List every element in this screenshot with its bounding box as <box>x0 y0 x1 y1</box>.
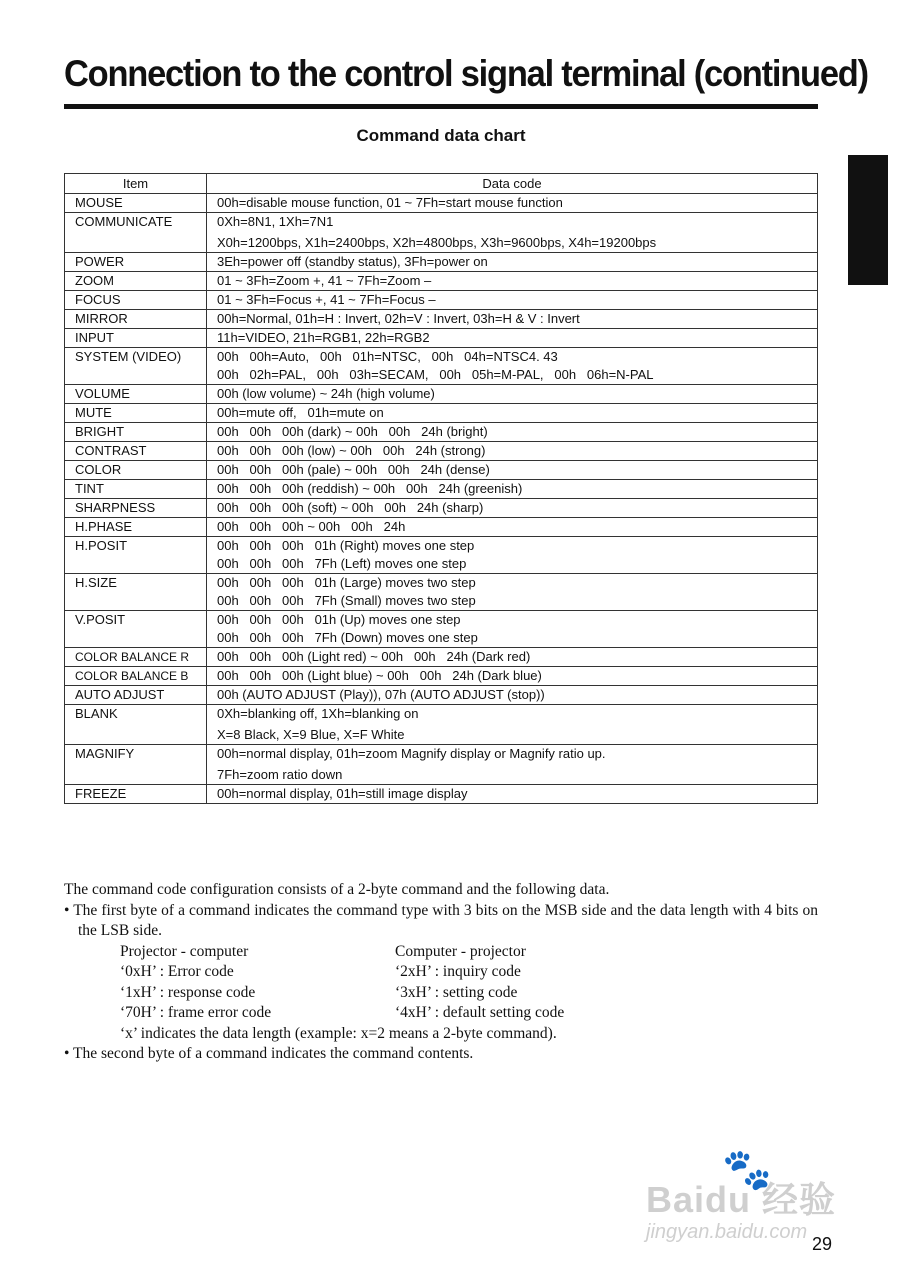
row-data-code <box>207 194 818 213</box>
data-code-line: 00h 00h 00h (low) ~ 00h 00h 24h (strong) <box>217 443 486 458</box>
table-row <box>65 537 818 574</box>
row-data-code <box>207 461 818 480</box>
table-row <box>65 785 818 804</box>
command-data-table <box>64 173 818 804</box>
table-row <box>65 194 818 213</box>
code-pair <box>120 962 818 983</box>
row-data-code <box>207 423 818 442</box>
table-row <box>65 499 818 518</box>
data-code-line: X0h=1200bps, X1h=2400bps, X2h=4800bps, X3h=9600bps, X4h=19200bps <box>217 235 657 250</box>
data-code-line: 00h 00h=Auto, 00h 01h=NTSC, 00h 04h=NTSC4. 43 <box>217 349 558 364</box>
table-row <box>65 667 818 686</box>
page-number: 29 <box>812 1234 833 1254</box>
table-row <box>65 423 818 442</box>
row-item-name: BRIGHT <box>65 423 207 442</box>
table-row <box>65 329 818 348</box>
table-row <box>65 385 818 404</box>
command-chart-heading: Command data chart <box>356 126 526 145</box>
data-code-line: 0Xh=8N1, 1Xh=7N1 <box>217 214 334 229</box>
row-data-code <box>207 291 818 310</box>
column-header-data-code: Data code <box>207 174 818 194</box>
code-pair-left: ‘70H’ : frame error code <box>120 1004 272 1021</box>
column-header-item: Item <box>65 174 207 194</box>
data-code-line: 00h (low volume) ~ 24h (high volume) <box>217 386 435 401</box>
notes-bullet-first-byte: • The first byte of a command indicates the command type with 3 bits on the MSB side and the data length with 4 bits on the LSB side. <box>64 901 818 939</box>
row-data-code <box>207 705 818 745</box>
data-code-line: 3Eh=power off (standby status), 3Fh=power on <box>217 254 488 269</box>
notes-intro: The command code configuration consists of a 2-byte command and the following data. <box>64 881 610 898</box>
code-pair-right: ‘2xH’ : inquiry code <box>395 963 521 980</box>
data-code-line: 00h=normal display, 01h=zoom Magnify display or Magnify ratio up. <box>217 746 606 761</box>
table-row <box>65 648 818 667</box>
table-row <box>65 272 818 291</box>
data-code-line: 00h 00h 00h ~ 00h 00h 24h <box>217 519 406 534</box>
row-item-name: ZOOM <box>65 272 207 291</box>
row-item-name: COMMUNICATE <box>65 213 207 253</box>
watermark-url: jingyan.baidu.com <box>646 1221 808 1243</box>
data-code-line: 00h=Normal, 01h=H : Invert, 02h=V : Invert, 03h=H & V : Invert <box>217 311 580 326</box>
row-data-code <box>207 648 818 667</box>
data-code-line: 00h 00h 00h (Light red) ~ 00h 00h 24h (Dark red) <box>217 649 531 664</box>
row-data-code <box>207 348 818 385</box>
code-pair-right: ‘3xH’ : setting code <box>395 983 518 1001</box>
row-item-name: AUTO ADJUST <box>65 686 207 705</box>
row-data-code <box>207 745 818 785</box>
notes-x-length: ‘x’ indicates the data length (example: x=2 means a 2-byte command). <box>120 1024 557 1042</box>
code-pair <box>120 942 818 963</box>
row-item-name: CONTRAST <box>65 442 207 461</box>
table-row <box>65 574 818 611</box>
data-code-line: 0Xh=blanking off, 1Xh=blanking on <box>217 706 419 721</box>
data-code-line: 7Fh=zoom ratio down <box>217 767 343 782</box>
row-data-code <box>207 385 818 404</box>
table-row <box>65 518 818 537</box>
data-code-line: 00h 00h 00h (dark) ~ 00h 00h 24h (bright) <box>217 424 488 439</box>
data-code-line: 01 ~ 3Fh=Focus +, 41 ~ 7Fh=Focus – <box>217 292 436 307</box>
data-code-line: 00h=normal display, 01h=still image display <box>217 786 468 801</box>
table-row <box>65 461 818 480</box>
row-item-name: H.SIZE <box>65 574 207 611</box>
data-code-line: 00h 00h 00h (reddish) ~ 00h 00h 24h (greenish) <box>217 481 523 496</box>
data-code-line: 00h 00h 00h (pale) ~ 00h 00h 24h (dense) <box>217 462 490 477</box>
row-item-name: MUTE <box>65 404 207 423</box>
title-underline <box>64 104 818 109</box>
code-pair-right: ‘4xH’ : default setting code <box>395 1004 565 1021</box>
row-data-code <box>207 499 818 518</box>
table-row <box>65 310 818 329</box>
row-data-code <box>207 442 818 461</box>
data-code-line: 00h 00h 00h 7Fh (Small) moves two step <box>217 593 476 608</box>
data-code-line: X=8 Black, X=9 Blue, X=F White <box>217 727 405 742</box>
row-item-name: MAGNIFY <box>65 745 207 785</box>
row-data-code <box>207 667 818 686</box>
table-row <box>65 213 818 253</box>
data-code-line: 00h (AUTO ADJUST (Play)), 07h (AUTO ADJUST (stop)) <box>217 687 545 702</box>
data-code-line: 00h 00h 00h 01h (Large) moves two step <box>217 575 476 590</box>
table-row <box>65 480 818 499</box>
row-data-code <box>207 785 818 804</box>
row-item-name: MIRROR <box>65 310 207 329</box>
table-row <box>65 404 818 423</box>
data-code-line: 00h 02h=PAL, 00h 03h=SECAM, 00h 05h=M-PAL, 00h 06h=N-PAL <box>217 367 654 382</box>
row-item-name: VOLUME <box>65 385 207 404</box>
row-item-name: TINT <box>65 480 207 499</box>
row-data-code <box>207 310 818 329</box>
row-data-code <box>207 253 818 272</box>
table-row <box>65 442 818 461</box>
table-row <box>65 291 818 310</box>
data-code-line: 00h 00h 00h 7Fh (Down) moves one step <box>217 630 478 645</box>
row-data-code <box>207 686 818 705</box>
data-code-line: 11h=VIDEO, 21h=RGB1, 22h=RGB2 <box>217 330 430 345</box>
row-data-code <box>207 611 818 648</box>
code-pair <box>120 983 818 1004</box>
data-code-line: 00h 00h 00h (soft) ~ 00h 00h 24h (sharp) <box>217 500 484 515</box>
table-row <box>65 686 818 705</box>
code-pairs <box>120 942 818 1024</box>
row-item-name: SYSTEM (VIDEO) <box>65 348 207 385</box>
row-item-name: COLOR <box>65 461 207 480</box>
data-code-line: 00h=mute off, 01h=mute on <box>217 405 384 420</box>
row-item-name: V.POSIT <box>65 611 207 648</box>
baidu-watermark <box>640 1150 855 1245</box>
data-code-line: 01 ~ 3Fh=Zoom +, 41 ~ 7Fh=Zoom – <box>217 273 432 288</box>
data-code-line: 00h 00h 00h 7Fh (Left) moves one step <box>217 556 467 571</box>
row-data-code <box>207 213 818 253</box>
row-data-code <box>207 518 818 537</box>
row-data-code <box>207 329 818 348</box>
table-row <box>65 705 818 745</box>
row-item-name: FOCUS <box>65 291 207 310</box>
code-pair-right: Computer - projector <box>395 942 526 960</box>
table-body <box>65 194 818 804</box>
table-header-row <box>65 174 818 194</box>
data-code-line: 00h=disable mouse function, 01 ~ 7Fh=start mouse function <box>217 195 563 210</box>
code-pair-left: ‘0xH’ : Error code <box>120 963 234 980</box>
row-data-code <box>207 480 818 499</box>
row-item-name: MOUSE <box>65 194 207 213</box>
row-data-code <box>207 404 818 423</box>
watermark-logo: Baidu 经验 <box>646 1179 837 1220</box>
code-pair-left: Projector - computer <box>120 942 249 960</box>
code-pair-left: ‘1xH’ : response code <box>120 983 256 1001</box>
row-item-name: H.PHASE <box>65 518 207 537</box>
row-item-name: BLANK <box>65 705 207 745</box>
row-item-name: POWER <box>65 253 207 272</box>
row-item-name: COLOR BALANCE R <box>65 648 207 667</box>
code-pair <box>120 1003 818 1024</box>
table-row <box>65 611 818 648</box>
row-data-code <box>207 272 818 291</box>
row-item-name: INPUT <box>65 329 207 348</box>
table-row <box>65 745 818 785</box>
data-code-line: 00h 00h 00h 01h (Right) moves one step <box>217 538 475 553</box>
row-item-name: FREEZE <box>65 785 207 804</box>
row-data-code <box>207 574 818 611</box>
row-item-name: H.POSIT <box>65 537 207 574</box>
notes-bullet-second-byte: • The second byte of a command indicates the command contents. <box>64 1045 474 1062</box>
page-title: Connection to the control signal terminal (continued) <box>64 53 868 94</box>
row-data-code <box>207 537 818 574</box>
data-code-line: 00h 00h 00h (Light blue) ~ 00h 00h 24h (Dark blue) <box>217 668 542 683</box>
table-row <box>65 348 818 385</box>
command-notes <box>64 880 818 1065</box>
data-code-line: 00h 00h 00h 01h (Up) moves one step <box>217 612 461 627</box>
table-row <box>65 253 818 272</box>
chapter-tab-marker <box>848 155 888 285</box>
row-item-name: COLOR BALANCE B <box>65 667 207 686</box>
row-item-name: SHARPNESS <box>65 499 207 518</box>
paw-icon: 🐾 <box>722 1148 772 1192</box>
